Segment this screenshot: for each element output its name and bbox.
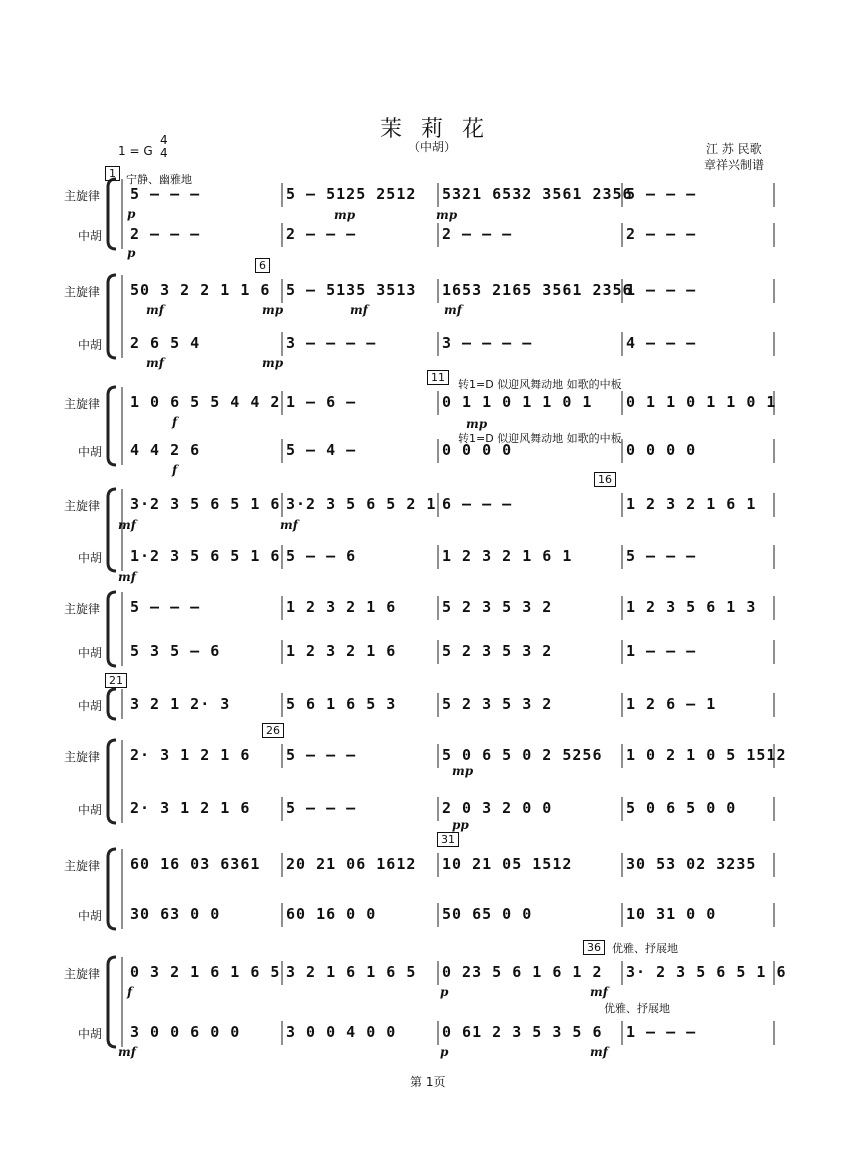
- rehearsal-mark: 31: [437, 832, 459, 847]
- score-subtitle: （中胡）: [408, 140, 457, 154]
- measure-melody: 0 3 2 1 6 1 6 5: [130, 963, 281, 981]
- measure-erhu: 1·2 3 5 6 5 1 6: [130, 547, 281, 565]
- measure-melody: 60 16 03 6361: [130, 855, 261, 873]
- measure-erhu: 3 0 0 4 0 0: [286, 1023, 397, 1041]
- measure-melody: 5 – 5125 2512: [286, 185, 417, 203]
- measure-erhu: 0 0 0 0: [442, 441, 513, 459]
- part-label-erhu: 中胡: [78, 1027, 103, 1041]
- dynamic-marking: mf: [118, 1045, 136, 1059]
- time-sig-bottom: 4: [160, 146, 168, 160]
- dynamic-marking: p: [440, 985, 449, 999]
- measure-melody: 50 3 2 2 1 1 6: [130, 281, 271, 299]
- measure-erhu: 0 61 2 3 5 3 5 6: [442, 1023, 603, 1041]
- measure-melody: 1 – 6 –: [286, 393, 357, 411]
- rehearsal-mark: 21: [105, 673, 127, 688]
- dynamic-marking: p: [127, 207, 136, 221]
- dynamic-marking: mp: [262, 356, 284, 370]
- measure-erhu: 50 65 0 0: [442, 905, 533, 923]
- part-label-erhu: 中胡: [78, 229, 103, 243]
- dynamic-marking: mp: [334, 208, 356, 222]
- measure-erhu: 1 2 3 2 1 6: [286, 642, 397, 660]
- measure-melody: 5 0 6 5 0 2 5256: [442, 746, 603, 764]
- rehearsal-mark: 36: [583, 940, 605, 955]
- measure-melody: 3·2 3 5 6 5 2 1: [286, 495, 437, 513]
- measure-melody: 0 23 5 6 1 6 1 2: [442, 963, 603, 981]
- part-label-melody: 主旋律: [64, 397, 101, 411]
- instruction-tempo-1: 宁静、幽雅地: [126, 173, 192, 186]
- time-signature: [160, 134, 168, 160]
- dynamic-marking: pp: [452, 818, 469, 832]
- measure-melody: 1 2 3 2 1 6: [286, 598, 397, 616]
- measure-melody: 1 0 6 5 5 4 4 2: [130, 393, 281, 411]
- measure-erhu: 2 – – –: [626, 225, 697, 243]
- measure-erhu: 5 – – –: [626, 547, 697, 565]
- dynamic-marking: p: [127, 246, 136, 260]
- credit-origin: 江 苏 民歌: [706, 142, 762, 156]
- measure-erhu: 5 – – 6: [286, 547, 357, 565]
- part-label-melody: 主旋律: [64, 859, 101, 873]
- dynamic-marking: mp: [436, 208, 458, 222]
- system-brace: [108, 957, 116, 1047]
- measure-melody: 0 1 1 0 1 1 0 1: [442, 393, 593, 411]
- measure-melody: 1 2 3 2 1 6 1: [626, 495, 757, 513]
- system-brace: [108, 275, 116, 358]
- measure-melody: 1 0 2 1 0 5 1512: [626, 746, 787, 764]
- part-label-melody: 主旋律: [64, 967, 101, 981]
- measure-erhu: 2 – – –: [130, 225, 201, 243]
- measure-melody: 3· 2 3 5 6 5 1 6: [626, 963, 787, 981]
- dynamic-marking: p: [440, 1045, 449, 1059]
- part-label-erhu: 中胡: [78, 909, 103, 923]
- measure-erhu: 2 – – –: [442, 225, 513, 243]
- measure-erhu: 30 63 0 0: [130, 905, 221, 923]
- dynamic-marking: mf: [146, 303, 164, 317]
- measure-erhu: 3 – – – –: [286, 334, 377, 352]
- part-label-erhu: 中胡: [78, 445, 103, 459]
- system-brace: [108, 740, 116, 823]
- measure-melody: 30 53 02 3235: [626, 855, 757, 873]
- measure-erhu: 3 2 1 2· 3: [130, 695, 231, 713]
- part-label-erhu: 中胡: [78, 699, 103, 713]
- dynamic-marking: mf: [146, 356, 164, 370]
- measure-erhu: 5 3 5 – 6: [130, 642, 221, 660]
- measure-erhu: 5 – – –: [286, 799, 357, 817]
- dynamic-marking: mp: [262, 303, 284, 317]
- measure-melody: 5 – – –: [626, 185, 697, 203]
- instruction-tempo-2: 转1=D 似迎风舞动地 如歌的中板: [458, 378, 622, 391]
- measure-melody: 1 2 3 5 6 1 3: [626, 598, 757, 616]
- measure-erhu: 5 6 1 6 5 3: [286, 695, 397, 713]
- measure-erhu: 1 – – –: [626, 1023, 697, 1041]
- measure-melody: 2· 3 1 2 1 6: [130, 746, 251, 764]
- time-sig-top: 4: [160, 133, 168, 147]
- measure-erhu: 3 0 0 6 0 0: [130, 1023, 241, 1041]
- measure-melody: 5 – – –: [130, 598, 201, 616]
- system-brace: [108, 387, 116, 465]
- measure-erhu: 1 2 6 – 1: [626, 695, 717, 713]
- measure-erhu: 3 – – – –: [442, 334, 533, 352]
- page-number: 第 1页: [410, 1075, 446, 1089]
- part-label-melody: 主旋律: [64, 285, 101, 299]
- system-brace: [108, 489, 116, 571]
- measure-erhu: 10 31 0 0: [626, 905, 717, 923]
- dynamic-marking: mf: [444, 303, 462, 317]
- measure-melody: 6 – – –: [442, 495, 513, 513]
- measure-melody: 1 – – –: [626, 281, 697, 299]
- rehearsal-mark: 16: [594, 472, 616, 487]
- dynamic-marking: mf: [590, 985, 608, 999]
- part-label-erhu: 中胡: [78, 646, 103, 660]
- measure-erhu: 4 – – –: [626, 334, 697, 352]
- measure-erhu: 2 – – –: [286, 225, 357, 243]
- credit-arranger: 章祥兴制谱: [704, 158, 765, 172]
- measure-erhu: 5 0 6 5 0 0: [626, 799, 737, 817]
- measure-erhu: 1 – – –: [626, 642, 697, 660]
- key-signature: 1 = G: [118, 144, 153, 158]
- score-title: 茉 莉 花: [380, 117, 490, 142]
- measure-melody: 5 – – –: [286, 746, 357, 764]
- measure-melody: 3 2 1 6 1 6 5: [286, 963, 417, 981]
- system-brace: [108, 179, 116, 249]
- system-brace: [108, 689, 116, 719]
- measure-erhu: 2 6 5 4: [130, 334, 201, 352]
- instruction-tempo-3: 优雅、抒展地: [612, 942, 678, 955]
- measure-erhu: 5 2 3 5 3 2: [442, 695, 553, 713]
- dynamic-marking: mp: [466, 417, 488, 431]
- measure-melody: 1653 2165 3561 2356: [442, 281, 633, 299]
- measure-melody: 5 – 5135 3513: [286, 281, 417, 299]
- dynamic-marking: f: [172, 463, 178, 477]
- measure-erhu: 5 – 4 –: [286, 441, 357, 459]
- rehearsal-mark: 11: [427, 370, 449, 385]
- measure-erhu: 2 0 3 2 0 0: [442, 799, 553, 817]
- measure-erhu: 0 0 0 0: [626, 441, 697, 459]
- measure-erhu: 2· 3 1 2 1 6: [130, 799, 251, 817]
- part-label-melody: 主旋律: [64, 602, 101, 616]
- part-label-melody: 主旋律: [64, 499, 101, 513]
- measure-erhu: 1 2 3 2 1 6 1: [442, 547, 573, 565]
- measure-melody: 10 21 05 1512: [442, 855, 573, 873]
- instruction-tempo-2b: 转1=D 似迎风舞动地 如歌的中板: [458, 432, 622, 445]
- measure-erhu: 60 16 0 0: [286, 905, 377, 923]
- measure-erhu: 4 4 2 6: [130, 441, 201, 459]
- dynamic-marking: mf: [280, 518, 298, 532]
- system-brace: [108, 849, 116, 929]
- instruction-tempo-3b: 优雅、抒展地: [604, 1002, 670, 1015]
- measure-melody: 5321 6532 3561 2356: [442, 185, 633, 203]
- dynamic-marking: f: [172, 415, 178, 429]
- dynamic-marking: mp: [452, 764, 474, 778]
- measure-melody: 0 1 1 0 1 1 0 1: [626, 393, 777, 411]
- dynamic-marking: f: [127, 985, 133, 999]
- part-label-melody: 主旋律: [64, 750, 101, 764]
- measure-melody: 20 21 06 1612: [286, 855, 417, 873]
- measure-melody: 5 – – –: [130, 185, 201, 203]
- measure-melody: 5 2 3 5 3 2: [442, 598, 553, 616]
- dynamic-marking: mf: [118, 518, 136, 532]
- part-label-erhu: 中胡: [78, 803, 103, 817]
- rehearsal-mark: 6: [255, 258, 270, 273]
- part-label-erhu: 中胡: [78, 338, 103, 352]
- dynamic-marking: mf: [350, 303, 368, 317]
- part-label-melody: 主旋律: [64, 189, 101, 203]
- measure-melody: 3·2 3 5 6 5 1 6: [130, 495, 281, 513]
- measure-erhu: 5 2 3 5 3 2: [442, 642, 553, 660]
- rehearsal-mark: 26: [262, 723, 284, 738]
- dynamic-marking: mf: [118, 570, 136, 584]
- part-label-erhu: 中胡: [78, 551, 103, 565]
- dynamic-marking: mf: [590, 1045, 608, 1059]
- system-brace: [108, 592, 116, 666]
- rehearsal-mark: 1: [105, 166, 120, 181]
